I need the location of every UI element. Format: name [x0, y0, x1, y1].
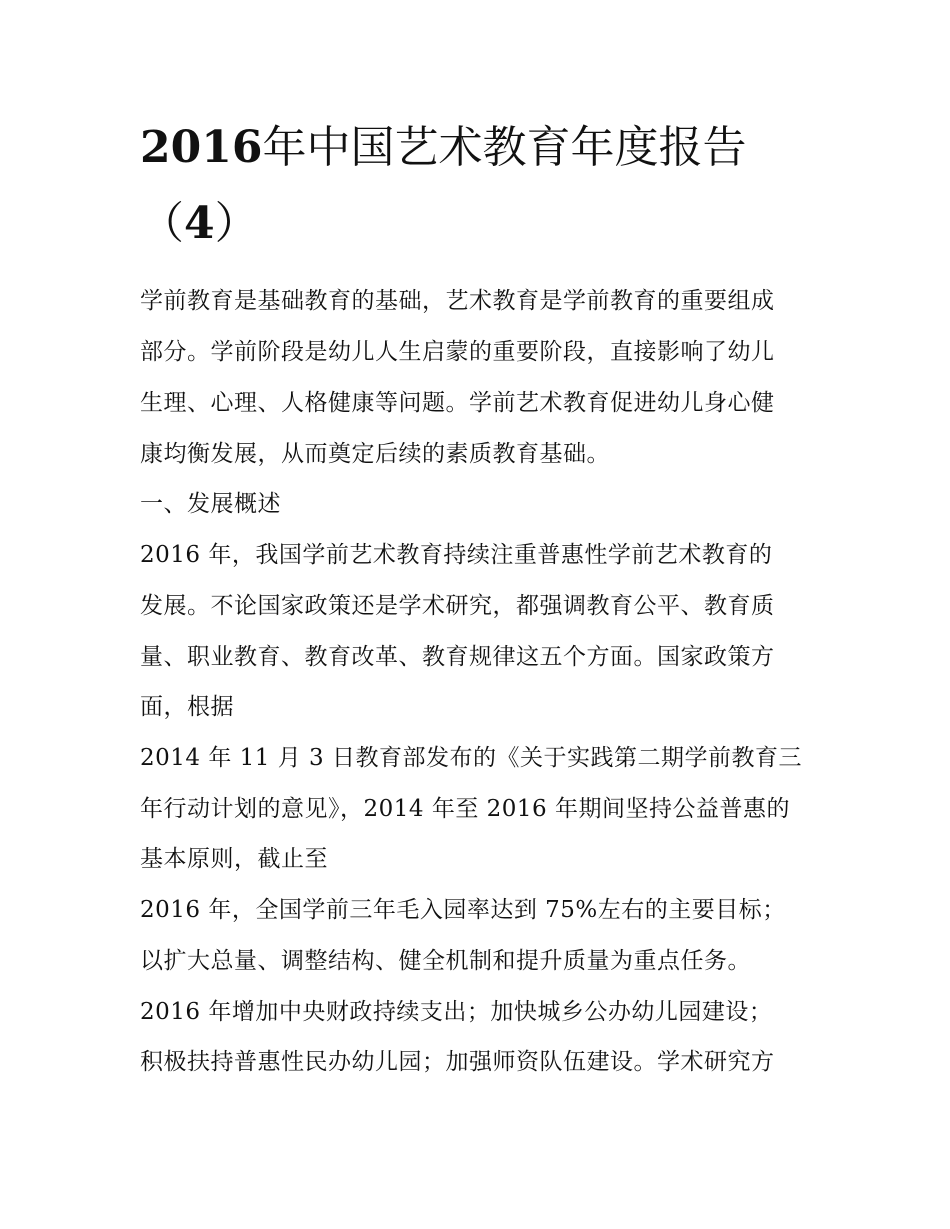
text-line: 2014 年 11 月 3 日教育部发布的《关于实践第二期学前教育三: [140, 745, 802, 771]
text-line: 以扩大总量、调整结构、健全机制和提升质量为重点任务。: [140, 948, 751, 974]
text-line: 2016 年，我国学前艺术教育持续注重普惠性学前艺术教育的: [140, 542, 773, 568]
title-year: 2016: [140, 122, 263, 173]
document-title-line-1: [140, 110, 830, 186]
text-line: 发展。不论国家政策还是学术研究，都强调教育公平、教育质: [140, 593, 775, 619]
section-heading: 一、发展概述: [140, 491, 281, 517]
title-paren-open: （: [140, 198, 184, 249]
title-number: 4: [184, 198, 215, 249]
title-text: 年中国艺术教育年度报告: [262, 122, 747, 173]
text-line: 量、职业教育、教育改革、教育规律这五个方面。国家政策方: [140, 644, 775, 670]
text-line: 学前教育是基础教育的基础，艺术教育是学前教育的重要组成: [140, 288, 775, 314]
text-line: 2016 年，全国学前三年毛入园率达到 75%左右的主要目标；: [140, 897, 786, 923]
text-line: 2016 年增加中央财政持续支出；加快城乡公办幼儿园建设；: [140, 999, 773, 1025]
text-line: 康均衡发展，从而奠定后续的素质教育基础。: [140, 441, 610, 467]
text-line: 年行动计划的意见》，2014 年至 2016 年期间坚持公益普惠的: [140, 796, 790, 822]
title-paren-close: ）: [214, 198, 259, 249]
text-line: 部分。学前阶段是幼儿人生启蒙的重要阶段，直接影响了幼儿: [140, 339, 775, 365]
text-line: 基本原则，截止至: [140, 846, 328, 872]
text-line: 面，根据: [140, 694, 234, 720]
document-title-line-2: [140, 186, 830, 262]
text-line: 生理、心理、人格健康等问题。学前艺术教育促进幼儿身心健: [140, 390, 775, 416]
text-line: 积极扶持普惠性民办幼儿园；加强师资队伍建设。学术研究方: [140, 1049, 775, 1075]
